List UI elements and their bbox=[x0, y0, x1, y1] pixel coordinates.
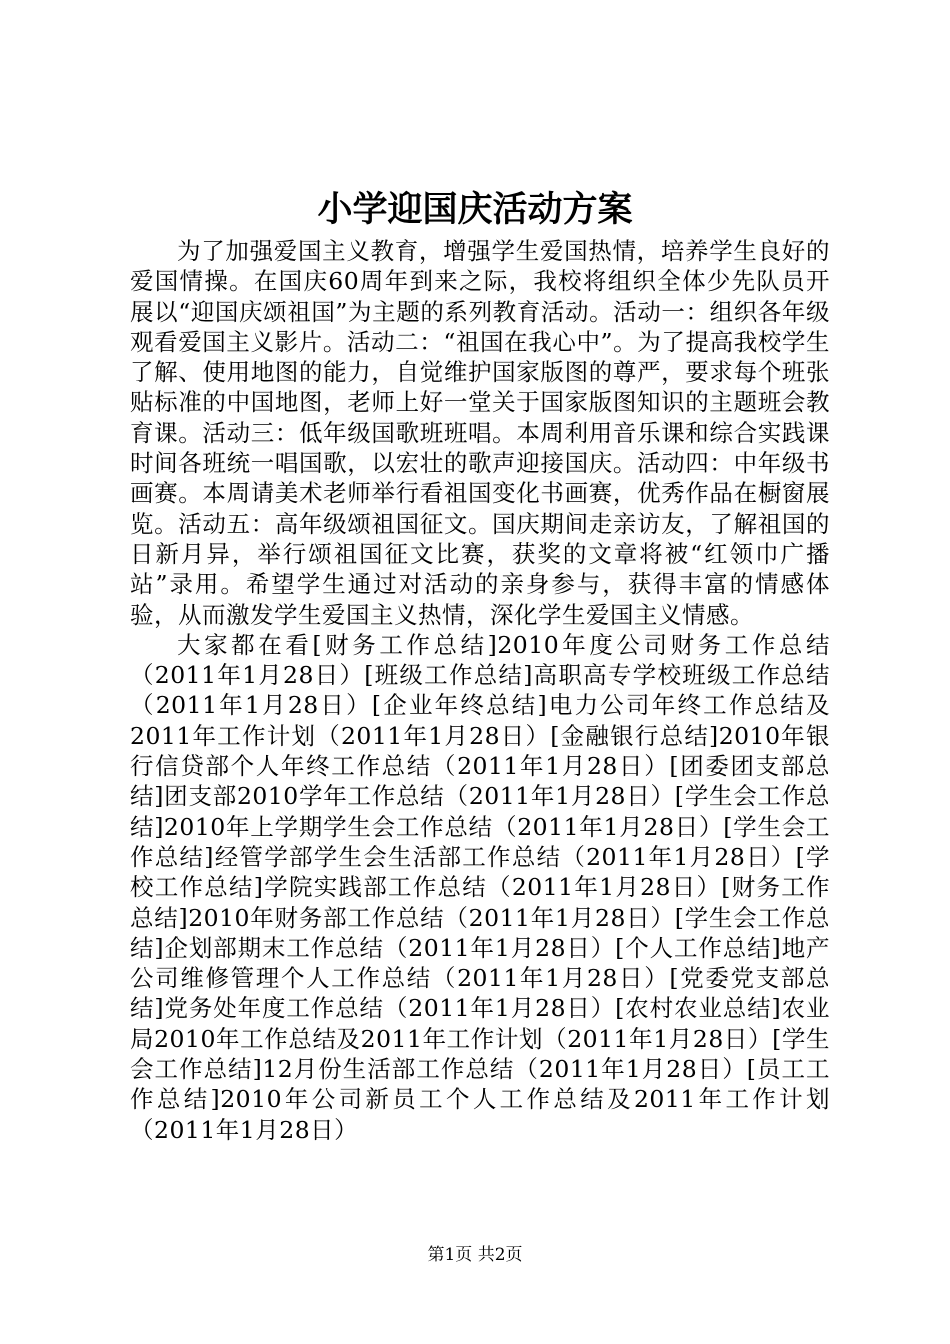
page-title: 小学迎国庆活动方案 bbox=[317, 189, 633, 230]
page-number-footer: 第1页 共2页 bbox=[427, 1245, 523, 1265]
document-body bbox=[130, 236, 830, 1145]
related-articles-paragraph: 大家都在看[财务工作总结]2010年度公司财务工作总结（2011年1月28日）[班级工作总结]高职高专学校班级工作总结（2011年1月28日）[企业年终总结]电力公司年终工作总结及2011年工作计划（2011年1月28日）[金融银行总结]2010年银行信贷部个人年终工作总结（2011年1月28日）[团委团支部总结]团支部2010学年工作总结（2011年1月28日）[学生会工作总结]2010年上学期学生会工作总结（2011年1月28日）[学生会工作总结]经管学部学生会生活部工作总结（2011年1月28日）[学校工作总结]学院实践部工作总结（2011年1月28日）[财务工作总结]2010年财务部工作总结（2011年1月28日）[学生会工作总结]企划部期末工作总结（2011年1月28日）[个人工作总结]地产公司维修管理个人工作总结（2011年1月28日）[党委党支部总结]党务处年度工作总结（2011年1月28日）[农村农业总结]农业局2010年工作总结及2011年工作计划（2011年1月28日）[学生会工作总结]12月份生活部工作总结（2011年1月28日）[员工工作总结]2010年公司新员工个人工作总结及2011年工作计划（2011年1月28日） bbox=[130, 630, 830, 1144]
intro-paragraph: 为了加强爱国主义教育，增强学生爱国热情，培养学生良好的爱国情操。在国庆60周年到来之际，我校将组织全体少先队员开展以“迎国庆颂祖国”为主题的系列教育活动。活动一：组织各年级观看爱国主义影片。活动二：“祖国在我心中”。为了提高我校学生了解、使用地图的能力，自觉维护国家版图的尊严，要求每个班张贴标准的中国地图，老师上好一堂关于国家版图知识的主题班会教育课。活动三：低年级国歌班班唱。本周利用音乐课和综合实践课时间各班统一唱国歌，以宏壮的歌声迎接国庆。活动四：中年级书画赛。本周请美术老师举行看祖国变化书画赛，优秀作品在橱窗展览。活动五：高年级颂祖国征文。国庆期间走亲访友，了解祖国的日新月异，举行颂祖国征文比赛，获奖的文章将被“红领巾广播站”录用。希望学生通过对活动的亲身参与，获得丰富的情感体验，从而激发学生爱国主义热情，深化学生爱国主义情感。 bbox=[130, 237, 830, 629]
